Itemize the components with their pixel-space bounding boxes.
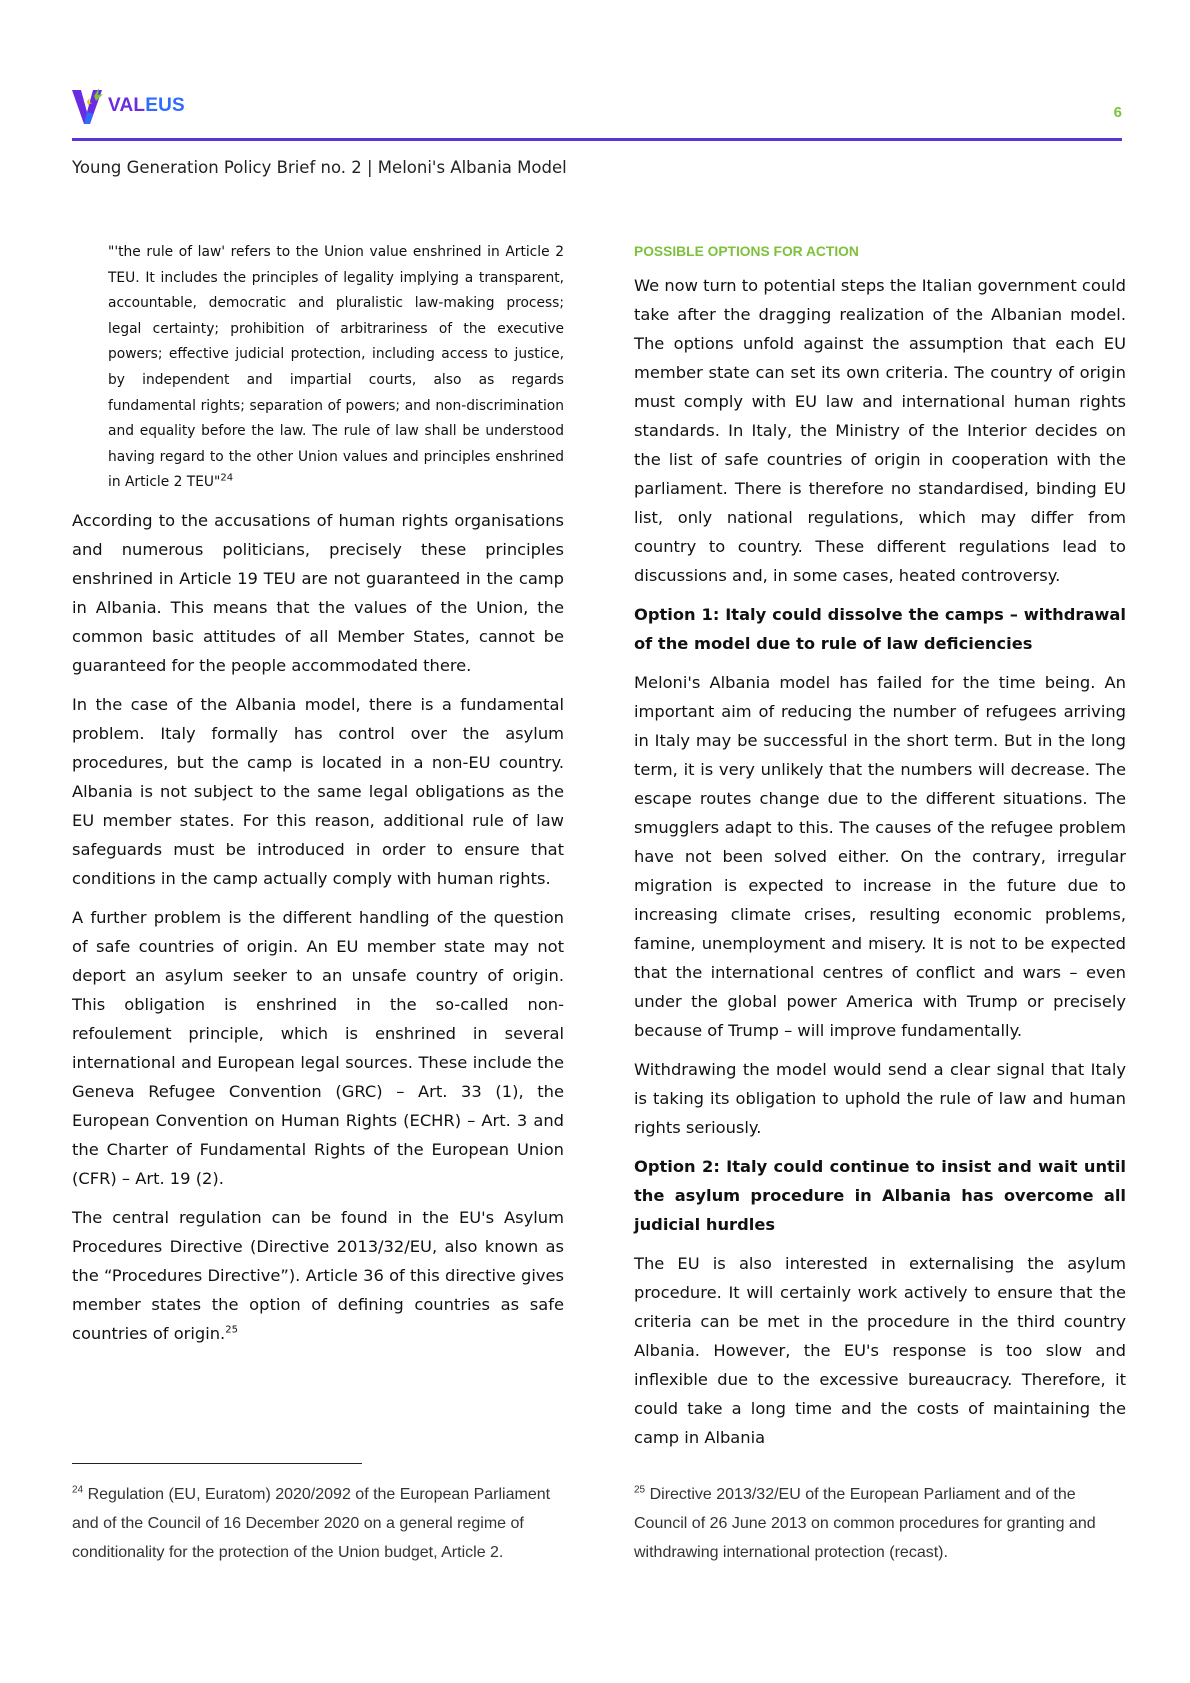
option-2-heading: Option 2: Italy could continue to insist and wait until the asylum procedure in Albania has overcome all judicial hurdles <box>634 1157 1126 1234</box>
option-1-heading: Option 1: Italy could dissolve the camps – withdrawal of the model due to rule of law deficiencies <box>634 605 1126 653</box>
valeus-v-icon <box>70 86 104 126</box>
footnote-ref-24[interactable]: 24 <box>220 472 234 484</box>
paragraph: In the case of the Albania model, there is a fundamental problem. Italy formally has control over the asylum procedures, but the camp is located in a non-EU country. Albania is not subject to the same legal obligations as the EU member states. For this reason, additional rule of law safeguards must be introduced in order to ensure that conditions in the camp actually comply with human rights. <box>72 694 564 888</box>
footnote-25: $^{25}$ Directive 2013/32/EU of the European Parliament and of the Council of 26 June 2013 on common procedures for granting and withdrawing international protection (recast). <box>634 1484 1096 1561</box>
left-column <box>72 240 564 1358</box>
section-heading: POSSIBLE OPTIONS FOR ACTION <box>634 244 859 259</box>
paragraph: Meloni's Albania model has failed for the time being. An important aim of reducing the number of refugees arriving in Italy may be successful in the short term. But in the long term, it is very unlikely that the numbers will decrease. The escape routes change due to the different situations. The smugglers adapt to this. The causes of the refugee problem have not been solved either. On the contrary, irregular migration is expected to increase in the future due to increasing climate crises, resulting economic problems, famine, unemployment and misery. It is not to be expected that the international centres of conflict and wars – even under the global power America with Trump or precisely because of Trump – will improve fundamentally. <box>634 673 1126 1040</box>
valeus-logo <box>70 84 185 128</box>
running-title: Young Generation Policy Brief no. 2 | Meloni's Albania Model <box>72 158 567 177</box>
paragraph: The central regulation can be found in the EU's Asylum Procedures Directive (Directive 2013/32/EU, also known as the “Procedures Directive”). Article 36 of this directive gives member states the option of defining countries as safe countries of origin.$^{25}$ <box>72 1207 564 1343</box>
paragraph: A further problem is the different handling of the question of safe countries of origin. An EU member state may not deport an asylum seeker to an unsafe country of origin. This obligation is enshrined in the so-called non-refoulement principle, which is enshrined in several international and European legal sources. These include the Geneva Refugee Convention (GRC) – Art. 33 (1), the European Convention on Human Rights (ECHR) – Art. 3 and the Charter of Fundamental Rights of the European Union (CFR) – Art. 19 (2). <box>72 907 564 1188</box>
footnote-ref-25[interactable]: 25 <box>225 1324 238 1336</box>
paragraph: We now turn to potential steps the Italian government could take after the dragging realization of the Albanian model. The options unfold against the assumption that each EU member state can set its own criteria. The country of origin must comply with EU law and international human rights standards. In Italy, the Ministry of the Interior decides on the list of safe countries of origin in cooperation with the parliament. There is therefore no standardised, binding EU list, only national regulations, which may differ from country to country. These different regulations lead to discussions and, in some cases, heated controversy. <box>634 276 1126 585</box>
paragraph: Withdrawing the model would send a clear signal that Italy is taking its obligation to uphold the rule of law and human rights seriously. <box>634 1060 1126 1137</box>
paragraph: The EU is also interested in externalising the asylum procedure. It will certainly work actively to ensure that the criteria can be met in the procedure in the third country Albania. However, the EU's response is too slow and inflexible due to the excessive bureaucracy. Therefore, it could take a long time and the costs of maintaining the camp in Albania <box>634 1254 1126 1447</box>
page-number: 6 <box>1113 104 1122 121</box>
paragraph: According to the accusations of human rights organisations and numerous politicians, precisely these principles enshrined in Article 19 TEU are not guaranteed in the camp in Albania. This means that the values of the Union, the common basic attitudes of all Member States, cannot be guaranteed for the people accommodated there. <box>72 510 564 675</box>
right-column <box>634 240 1126 1462</box>
logo-wordmark: VALEUS <box>108 95 185 116</box>
header-rule <box>72 138 1122 141</box>
rule-of-law-quote: "'the rule of law' refers to the Union value enshrined in Article 2 TEU. It includes the principles of legality implying a transparent, accountable, democratic and pluralistic law-making process; legal certainty; prohibition of arbitrariness of the executive powers; effective judicial protection, including access to justice, by independent and impartial courts, also as regards fundamental rights; separation of powers; and non-discrimination and equality before the law. The rule of law shall be understood having regard to the other Union values and principles enshrined in Article 2 TEU"$^{24}$ <box>108 244 564 491</box>
footnote-divider <box>72 1463 362 1464</box>
footnote-24: $^{24}$ Regulation (EU, Euratom) 2020/2092 of the European Parliament and of the Council of 16 December 2020 on a general regime of conditionality for the protection of the Union budget, Article 2. <box>72 1484 551 1561</box>
